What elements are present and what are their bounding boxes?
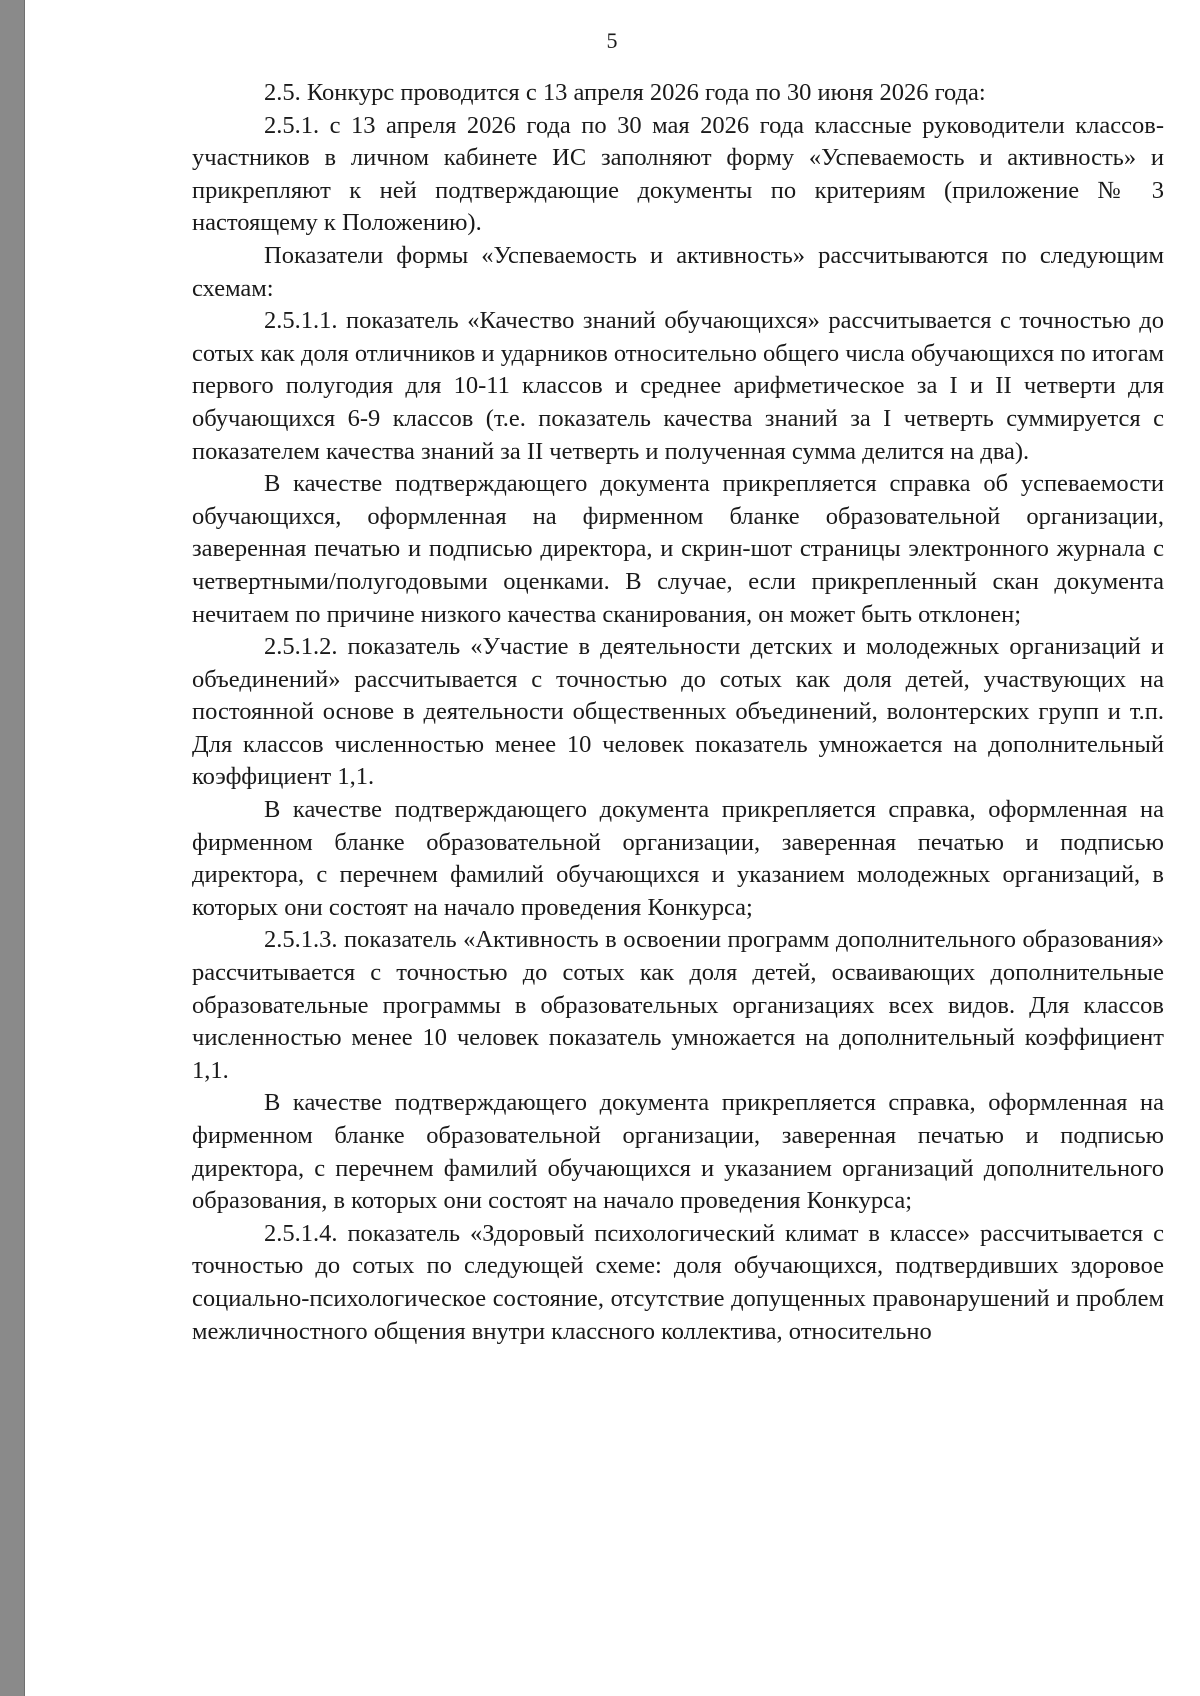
paragraph-2-5-1-1: 2.5.1.1. показатель «Качество знаний обучающихся» рассчитывается с точностью до сотых как доля отличников и ударников относительно общего числа обучающихся по итогам первого полугодия для 10-11 классов и среднее арифметическое за I и II четверти для обучающихся 6-9 классов (т.е. показатель качества знаний за I четверть суммируется с показателем качества знаний за II четверть и полученная сумма делится на два). [192, 307, 1164, 465]
paragraph-confirmation-3: В качестве подтверждающего документа прикрепляется справка, оформленная на фирменном бланке образовательной организации, заверенная печатью и подписью директора, с перечнем фамилий обучающихся и указанием организаций дополнительного образования, в которых они состоят на начало проведения Конкурса; [192, 1089, 1164, 1215]
document-body [192, 77, 1164, 1348]
paragraph-2-5-1-3: 2.5.1.3. показатель «Активность в освоении программ дополнительного образования» рассчитывается с точностью до сотых как доля детей, осваивающих дополнительные образовательные программы в образовательных организациях всех видов. Для классов численностью менее 10 человек показатель умножается на дополнительный коэффициент 1,1. [192, 926, 1164, 1084]
paragraph-indicators-intro: Показатели формы «Успеваемость и активность» рассчитываются по следующим схемам: [192, 241, 1164, 302]
page-number: 5 [606, 28, 618, 53]
paragraph-2-5-1: 2.5.1. с 13 апреля 2026 года по 30 мая 2026 года классные руководители классов-участников в личном кабинете ИС заполняют форму «Успеваемость и активность» и прикрепляют к ней подтверждающие документы по критериям (приложение № 3 настоящему к Положению). [192, 111, 1164, 237]
paragraph-2-5: 2.5. Конкурс проводится с 13 апреля 2026 года по 30 июня 2026 года: [264, 79, 986, 106]
paragraph-2-5-1-4: 2.5.1.4. показатель «Здоровый психологический климат в классе» рассчитывается с точностью до сотых по следующей схеме: доля обучающихся, подтвердивших здоровое социально-психологическое состояние, отсутствие допущенных правонарушений и проблем межличностного общения внутри классного коллектива, относительно [192, 1219, 1164, 1345]
paragraph-confirmation-1: В качестве подтверждающего документа прикрепляется справка об успеваемости обучающихся, оформленная на фирменном бланке образовательной организации, заверенная печатью и подписью директора, и скрин-шот страницы электронного журнала с четвертными/полугодовыми оценками. В случае, если прикрепленный скан документа нечитаем по причине низкого качества сканирования, он может быть отклонен; [192, 470, 1164, 628]
document-page [24, 0, 1200, 1696]
paragraph-2-5-1-2: 2.5.1.2. показатель «Участие в деятельности детских и молодежных организаций и объединений» рассчитывается с точностью до сотых как доля детей, участвующих на постоянной основе в деятельности общественных объединений, волонтерских групп и т.п. Для классов численностью менее 10 человек показатель умножается на дополнительный коэффициент 1,1. [192, 633, 1164, 791]
paragraph-confirmation-2: В качестве подтверждающего документа прикрепляется справка, оформленная на фирменном бланке образовательной организации, заверенная печатью и подписью директора, с перечнем фамилий обучающихся и указанием молодежных организаций, в которых они состоят на начало проведения Конкурса; [192, 796, 1164, 921]
